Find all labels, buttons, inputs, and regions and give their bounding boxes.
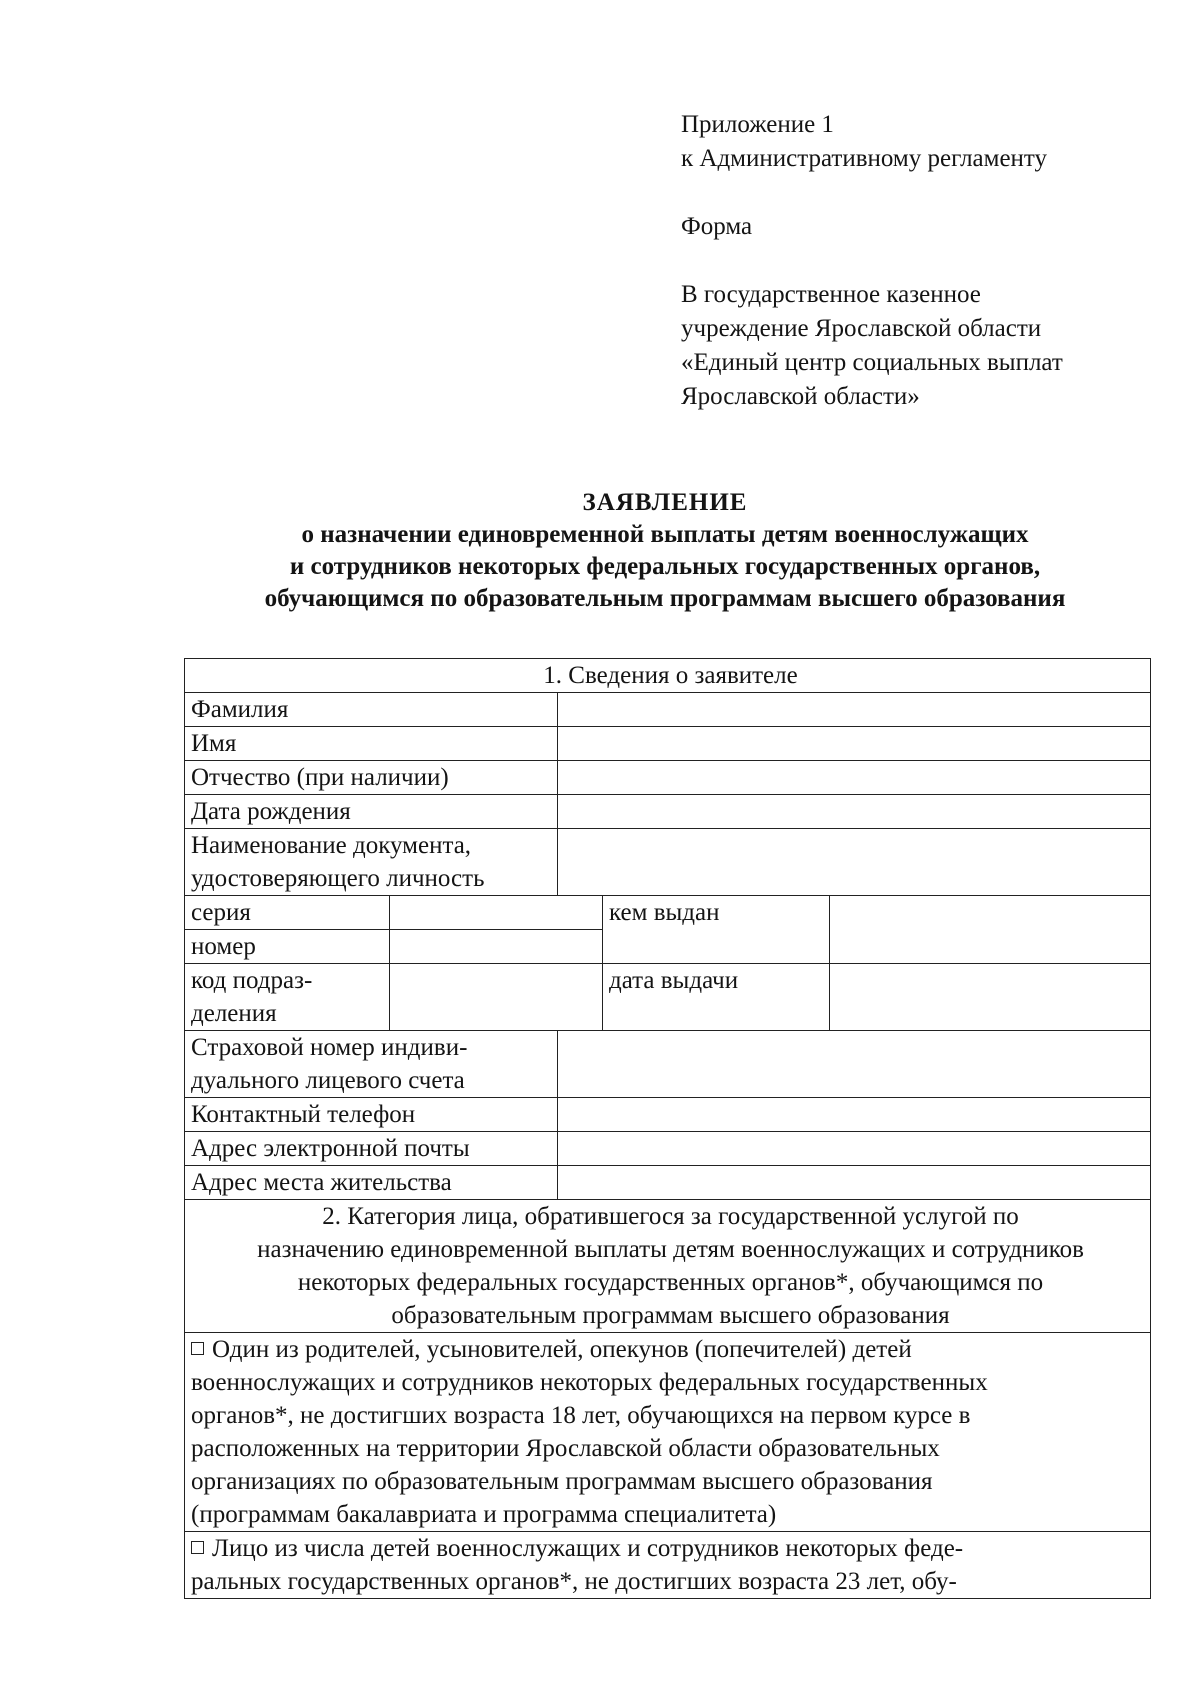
phone-label: Контактный телефон <box>185 1098 558 1132</box>
email-field[interactable] <box>558 1132 1151 1166</box>
form-label: Форма <box>681 213 753 240</box>
option1-line-1: Один из родителей, усыновителей, опекунов (попечителей) детей <box>212 1336 912 1363</box>
surname-field[interactable] <box>558 693 1151 727</box>
addressee-line-1: В государственное казенное <box>681 281 981 308</box>
subdivision-code-label <box>185 964 390 1031</box>
section1-title: 1. Сведения о заявителе <box>185 659 1151 693</box>
subdivision-code-line-1: код подраз- <box>191 967 313 994</box>
regulation-label: к Административному регламенту <box>681 145 1048 172</box>
series-field[interactable] <box>390 896 603 930</box>
checkbox-icon[interactable] <box>191 1541 204 1554</box>
subdivision-code-line-2: деления <box>191 1000 277 1027</box>
option1-line-3: органов*, не достигших возраста 18 лет, обучающихся на первом курсе в <box>191 1402 971 1429</box>
option1-line-6: (программам бакалавриата и программа специалитета) <box>191 1501 777 1528</box>
section2-title-line-2: назначению единовременной выплаты детям военнослужащих и сотрудников <box>257 1236 1084 1263</box>
issued-by-label: кем выдан <box>603 896 830 964</box>
birth-date-label: Дата рождения <box>185 795 558 829</box>
checkbox-icon[interactable] <box>191 1342 204 1355</box>
option1-line-2: военнослужащих и сотрудников некоторых федеральных государственных <box>191 1369 988 1396</box>
issue-date-label: дата выдачи <box>603 964 830 1031</box>
option2-line-2: ральных государственных органов*, не достигших возраста 23 лет, обу- <box>191 1568 957 1595</box>
section2-title-line-4: образовательным программам высшего образования <box>391 1302 950 1329</box>
number-field[interactable] <box>390 930 603 964</box>
title-line-1: о назначении единовременной выплаты детям военнослужащих <box>301 521 1029 548</box>
address-label: Адрес места жительства <box>185 1166 558 1200</box>
snils-line-1: Страховой номер индиви- <box>191 1034 468 1061</box>
birth-date-field[interactable] <box>558 795 1151 829</box>
header-block <box>681 108 1181 414</box>
issued-by-field[interactable] <box>830 896 1151 964</box>
subdivision-code-field[interactable] <box>390 964 603 1031</box>
doc-name-line-2: удостоверяющего личность <box>191 865 485 892</box>
section2-title-line-1: 2. Категория лица, обратившегося за государственной услугой по <box>322 1203 1019 1230</box>
name-label: Имя <box>185 727 558 761</box>
snils-field[interactable] <box>558 1031 1151 1098</box>
title-line-3: обучающимся по образовательным программам высшего образования <box>264 585 1066 612</box>
option1-line-4: расположенных на территории Ярославской области образовательных <box>191 1435 940 1462</box>
category-option-student[interactable] <box>185 1532 1151 1599</box>
issue-date-field[interactable] <box>830 964 1151 1031</box>
snils-label <box>185 1031 558 1098</box>
patronymic-field[interactable] <box>558 761 1151 795</box>
patronymic-label: Отчество (при наличии) <box>185 761 558 795</box>
option2-line-1: Лицо из числа детей военнослужащих и сотрудников некоторых феде- <box>212 1535 964 1562</box>
section2-title <box>185 1200 1151 1333</box>
doc-name-line-1: Наименование документа, <box>191 832 472 859</box>
addressee-line-3: «Единый центр социальных выплат <box>681 349 1063 376</box>
section2-title-line-3: некоторых федеральных государственных органов*, обучающимся по <box>297 1269 1044 1296</box>
surname-label: Фамилия <box>185 693 558 727</box>
email-label: Адрес электронной почты <box>185 1132 558 1166</box>
title-line-2: и сотрудников некоторых федеральных государственных органов, <box>289 553 1041 580</box>
document-title <box>150 487 1180 615</box>
title-main: ЗАЯВЛЕНИЕ <box>582 489 748 516</box>
addressee-line-4: Ярославской области» <box>681 383 920 410</box>
category-option-parent[interactable] <box>185 1333 1151 1532</box>
option1-line-5: организациях по образовательным программам высшего образования <box>191 1468 933 1495</box>
address-field[interactable] <box>558 1166 1151 1200</box>
number-label: номер <box>185 930 390 964</box>
application-form-table <box>184 658 1151 1599</box>
series-label: серия <box>185 896 390 930</box>
name-field[interactable] <box>558 727 1151 761</box>
doc-name-field[interactable] <box>558 829 1151 896</box>
snils-line-2: дуального лицевого счета <box>191 1067 465 1094</box>
phone-field[interactable] <box>558 1098 1151 1132</box>
appendix-label: Приложение 1 <box>681 111 834 138</box>
addressee-line-2: учреждение Ярославской области <box>681 315 1042 342</box>
doc-name-label <box>185 829 558 896</box>
